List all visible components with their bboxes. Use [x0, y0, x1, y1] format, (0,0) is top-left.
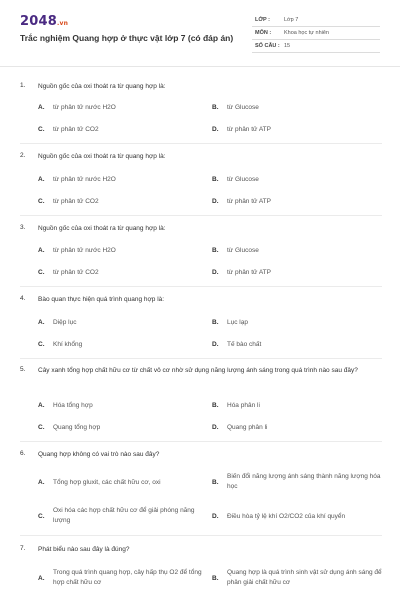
- option-text: Tế bào chất: [227, 341, 262, 348]
- option-text: từ Glucose: [227, 176, 259, 183]
- meta-row-class: [252, 14, 380, 27]
- option-text: Khí khổng: [53, 341, 83, 348]
- option-text: Diệp lục: [53, 319, 77, 326]
- option-text: từ Glucose: [227, 104, 259, 111]
- option-letter: A.: [38, 575, 45, 582]
- option-letter: A.: [38, 247, 45, 254]
- meta-row-count: [252, 40, 380, 53]
- meta-value: Lớp 7: [284, 17, 299, 23]
- question-number: 6.: [20, 450, 26, 457]
- question-text: Nguồn gốc của oxi thoát ra từ quang hợp là:: [38, 83, 166, 90]
- option-letter: B.: [212, 479, 219, 486]
- header: [0, 0, 400, 67]
- option-text: từ phân tử CO2: [53, 269, 99, 276]
- question-number: 5.: [20, 366, 26, 373]
- option-text: từ Glucose: [227, 247, 259, 254]
- option-text: từ phân tử ATP: [227, 269, 271, 276]
- option-text: Tổng hợp gluxit, các chất hữu cơ, oxi: [53, 479, 161, 486]
- option-text: Quang hợp là quá trình sinh vật sử dụng ánh sáng để phân giải chất hữu cơ: [227, 569, 382, 586]
- meta-value: Khoa học tự nhiên: [284, 30, 329, 36]
- option-letter: B.: [212, 104, 219, 111]
- option-letter: B.: [212, 176, 219, 183]
- option-text: từ phân tử nước H2O: [53, 104, 116, 111]
- divider: [20, 535, 382, 536]
- option-letter: B.: [212, 402, 219, 409]
- option-letter: C.: [38, 269, 45, 276]
- option-letter: C.: [38, 198, 45, 205]
- question-number: 3.: [20, 224, 26, 231]
- option-text: Điều hòa tỷ lệ khí O2/CO2 của khí quyển: [227, 513, 346, 520]
- question-text: Nguồn gốc của oxi thoát ra từ quang hợp là:: [38, 153, 166, 160]
- option-letter: A.: [38, 402, 45, 409]
- option-letter: B.: [212, 319, 219, 326]
- meta-key: LỚP :: [255, 17, 270, 23]
- option-text: Quang phân li: [227, 424, 268, 431]
- question-text: Nguồn gốc của oxi thoát ra từ quang hợp là:: [38, 225, 166, 232]
- question-number: 1.: [20, 82, 26, 89]
- option-letter: D.: [212, 269, 219, 276]
- question-text: Bào quan thực hiện quá trình quang hợp là:: [38, 296, 165, 303]
- option-letter: C.: [38, 341, 45, 348]
- option-letter: D.: [212, 513, 219, 520]
- divider: [20, 143, 382, 144]
- logo-suffix: .vn: [56, 20, 69, 27]
- option-letter: A.: [38, 104, 45, 111]
- option-letter: C.: [38, 424, 45, 431]
- option-text: Oxi hóa các hợp chất hữu cơ để giải phóng năng lượng: [53, 507, 195, 524]
- site-logo[interactable]: [20, 14, 68, 29]
- meta-key: SỐ CÂU :: [255, 43, 280, 49]
- option-text: từ phân tử ATP: [227, 126, 271, 133]
- question-text: Cây xanh tổng hợp chất hữu cơ từ chất vô cơ nhờ sử dụng năng lượng ánh sáng trong quá trình nào sau đây?: [38, 367, 358, 374]
- option-letter: D.: [212, 424, 219, 431]
- option-letter: A.: [38, 176, 45, 183]
- option-text: từ phân tử nước H2O: [53, 176, 116, 183]
- page-title: Trắc nghiệm Quang hợp ở thực vật lớp 7 (có đáp án): [20, 33, 234, 43]
- question-number: 2.: [20, 152, 26, 159]
- question-text: Phát biểu nào sau đây là đúng?: [38, 546, 130, 553]
- option-letter: C.: [38, 513, 45, 520]
- divider: [20, 441, 382, 442]
- option-text: Hóa phân li: [227, 402, 260, 409]
- meta-key: MÔN :: [255, 30, 272, 36]
- option-letter: B.: [212, 575, 219, 582]
- option-text: Biến đổi năng lượng ánh sáng thành năng lượng hóa học: [227, 473, 381, 490]
- meta-row-subject: [252, 27, 380, 40]
- option-text: từ phân tử CO2: [53, 126, 99, 133]
- question-number: 4.: [20, 295, 26, 302]
- divider: [20, 286, 382, 287]
- option-letter: C.: [38, 126, 45, 133]
- option-letter: D.: [212, 341, 219, 348]
- logo-main: 2048: [20, 14, 57, 29]
- option-letter: D.: [212, 126, 219, 133]
- option-text: từ phân tử ATP: [227, 198, 271, 205]
- option-text: Hóa tổng hợp: [53, 402, 93, 409]
- option-text: từ phân tử CO2: [53, 198, 99, 205]
- divider: [20, 358, 382, 359]
- option-text: Trong quá trình quang hợp, cây hấp thụ O2 để tổng hợp chất hữu cơ: [53, 569, 202, 586]
- question-number: 7.: [20, 545, 26, 552]
- meta-box: [252, 14, 380, 53]
- option-text: Quang tổng hợp: [53, 424, 101, 431]
- option-letter: B.: [212, 247, 219, 254]
- option-letter: A.: [38, 479, 45, 486]
- meta-value: 15: [284, 43, 291, 49]
- question-text: Quang hợp không có vai trò nào sau đây?: [38, 451, 160, 458]
- divider: [20, 215, 382, 216]
- option-text: từ phân tử nước H2O: [53, 247, 116, 254]
- option-letter: D.: [212, 198, 219, 205]
- option-letter: A.: [38, 319, 45, 326]
- option-text: Lục lạp: [227, 319, 248, 326]
